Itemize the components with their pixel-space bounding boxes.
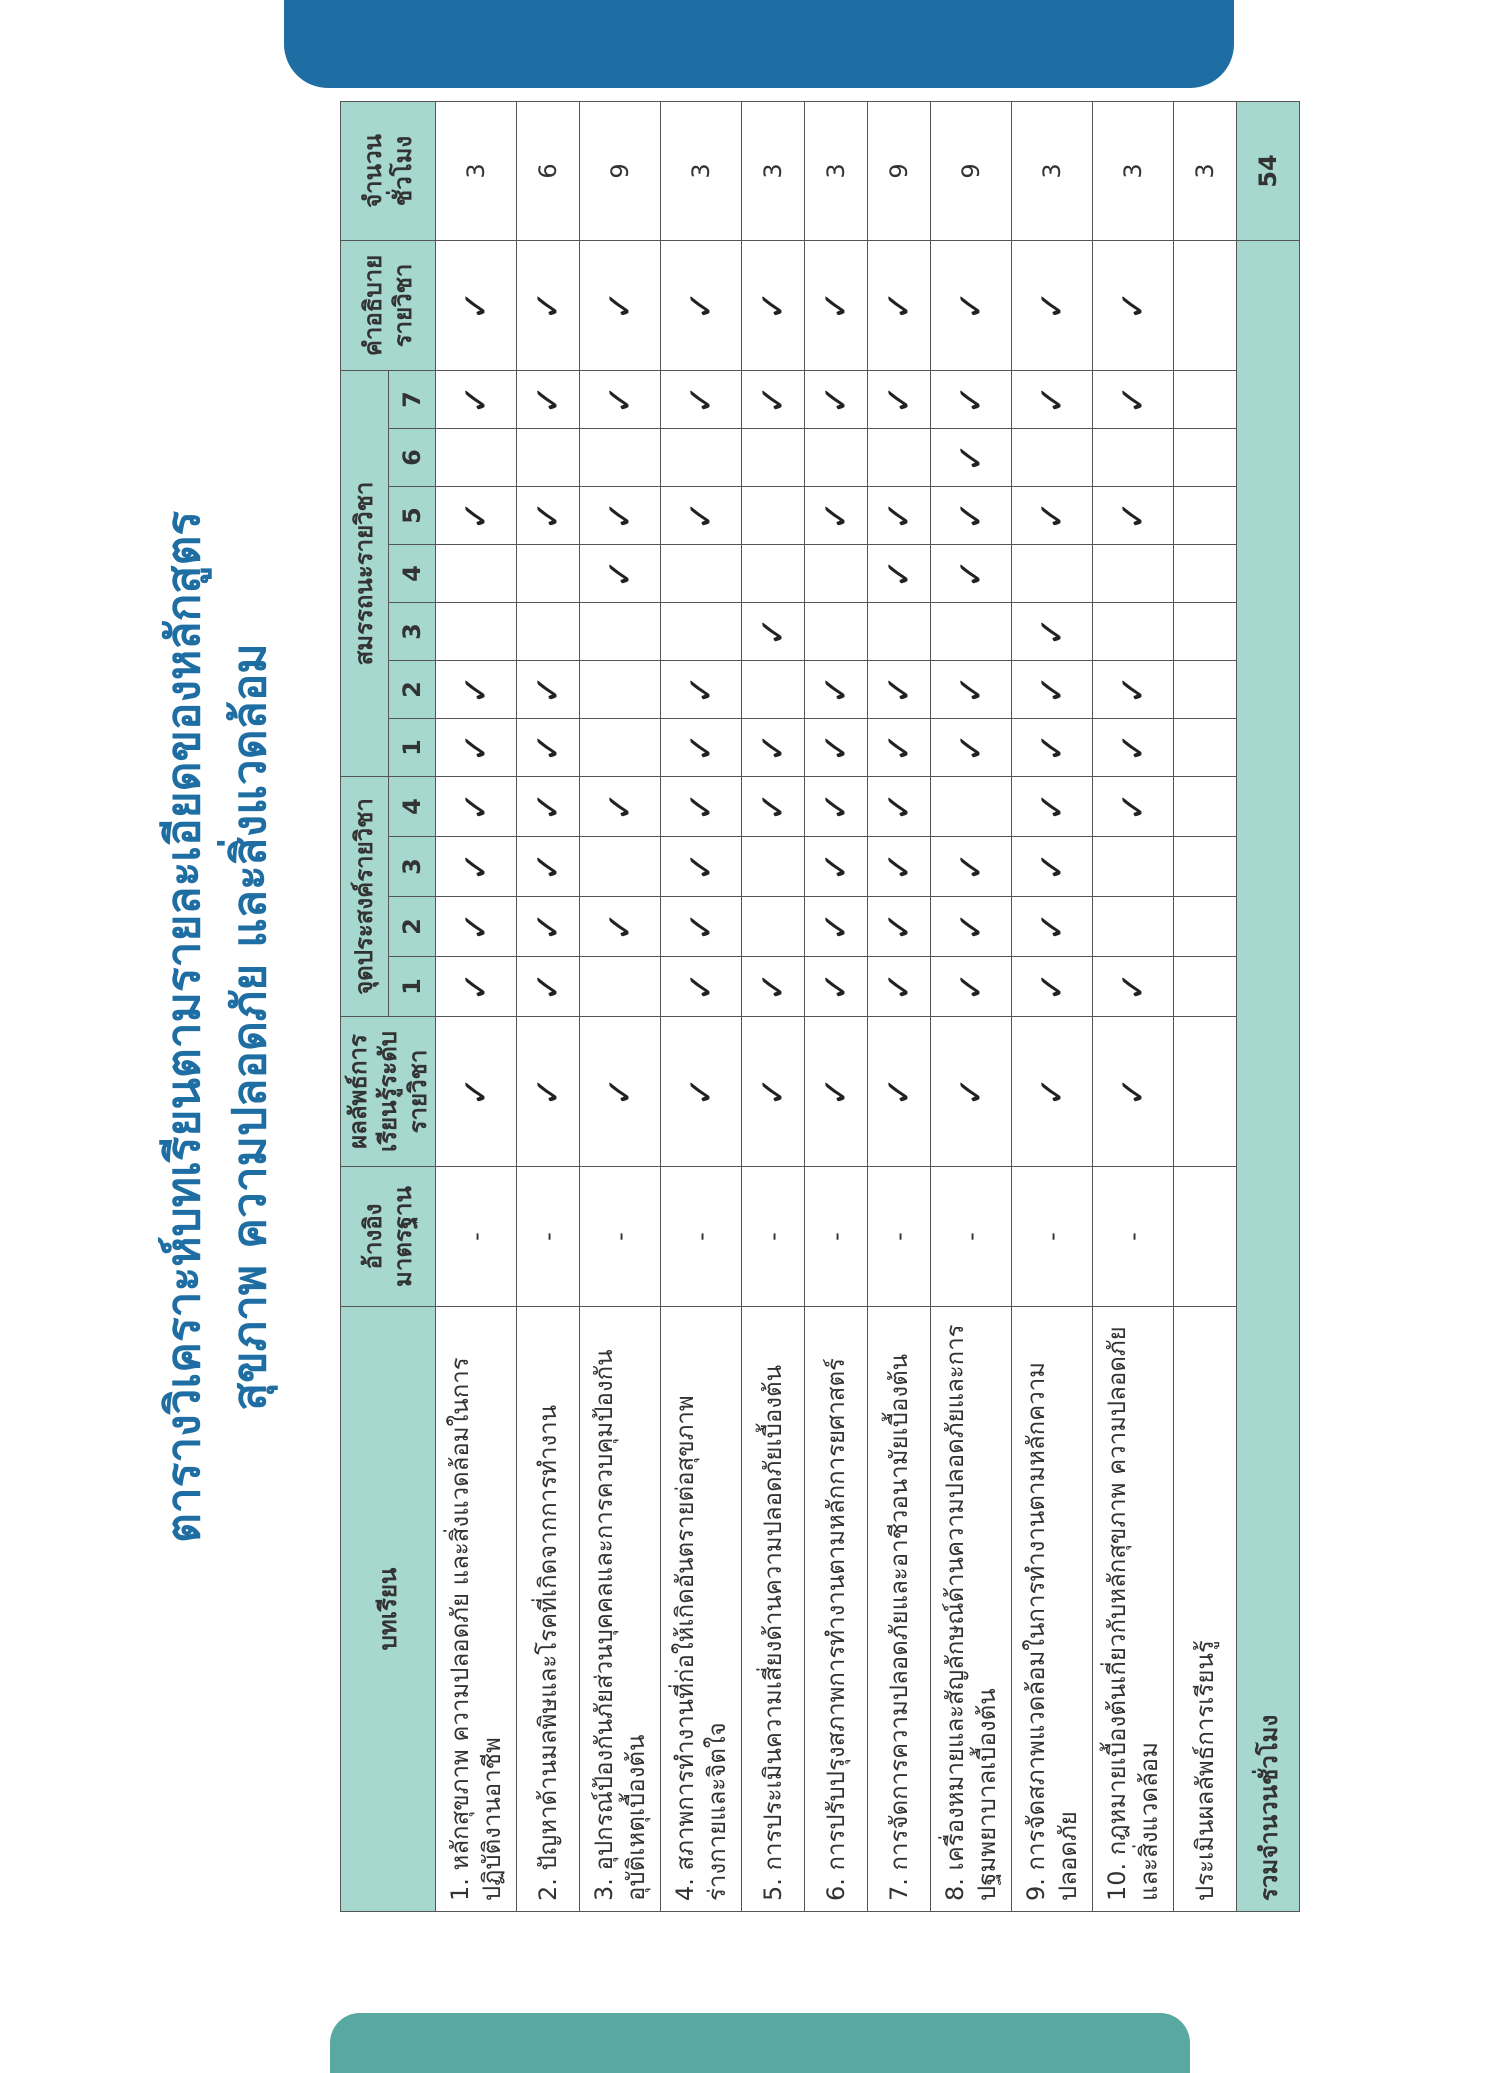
lesson-cell: 9. การจัดสภาพแวดล้อมในการทำงานตามหลักความปลอดภัย [1012,1307,1093,1912]
competency-cell: ✓ [1012,602,1093,660]
lesson-cell: 7. การจัดการความปลอดภัยและอาชีวอนามัยเบื้องต้น [868,1307,931,1912]
competency-cell [1174,370,1237,428]
hours-cell: 9 [931,101,1012,240]
objective-cell: ✓ [661,897,742,957]
standard-cell: - [580,1167,661,1307]
lesson-cell: 5. การประเมินความเสี่ยงด้านความปลอดภัยเบื้องต้น [742,1307,805,1912]
objective-cell: ✓ [1012,957,1093,1017]
description-cell: ✓ [742,240,805,370]
objective-cell [1174,837,1237,897]
competency-cell: ✓ [931,660,1012,718]
objective-cell: ✓ [436,897,517,957]
title-line-1: ตารางวิเคราะห์บทเรียนตามรายละเอียดของหลักสูตร [156,510,210,1544]
competency-cell [868,428,931,486]
description-cell: ✓ [1012,240,1093,370]
competency-cell [661,544,742,602]
header-competency-num: 1 [388,718,436,776]
objective-cell: ✓ [661,837,742,897]
hours-cell: 3 [1174,101,1237,240]
page-title [150,142,282,1912]
lesson-cell: 3. อุปกรณ์ป้องกันภัยส่วนบุคคลและการควบคุมป้องกันอุบัติเหตุเบื้องต้น [580,1307,661,1912]
outcome-cell: ✓ [931,1017,1012,1167]
competency-cell [1174,428,1237,486]
table-row [1093,101,1174,1911]
total-label: รวมจำนวนชั่วโมง [1237,240,1300,1911]
competency-cell: ✓ [661,660,742,718]
competency-cell [517,544,580,602]
standard-cell: - [931,1167,1012,1307]
objective-cell [742,897,805,957]
objective-cell: ✓ [436,957,517,1017]
table-row [517,101,580,1911]
description-cell: ✓ [436,240,517,370]
competency-cell: ✓ [868,544,931,602]
objective-cell: ✓ [436,837,517,897]
competency-cell [436,544,517,602]
outcome-cell: ✓ [517,1017,580,1167]
objective-cell: ✓ [517,837,580,897]
objective-cell: ✓ [868,837,931,897]
objective-cell [580,957,661,1017]
header-objective: จุดประสงค์รายวิชา [341,776,389,1016]
competency-cell [742,660,805,718]
competency-cell [436,602,517,660]
objective-cell [580,837,661,897]
competency-cell: ✓ [436,718,517,776]
competency-cell [1093,544,1174,602]
competency-cell: ✓ [868,486,931,544]
standard-cell: - [517,1167,580,1307]
competency-cell: ✓ [517,486,580,544]
competency-cell [742,486,805,544]
description-cell: ✓ [517,240,580,370]
header-competency: สมรรถนะรายวิชา [341,370,389,776]
outcome-cell: ✓ [1093,1017,1174,1167]
hours-cell: 6 [517,101,580,240]
competency-cell [1093,428,1174,486]
objective-cell: ✓ [580,897,661,957]
competency-cell [1174,486,1237,544]
competency-cell [1174,718,1237,776]
standard-cell: - [1012,1167,1093,1307]
outcome-cell [1174,1017,1237,1167]
competency-cell: ✓ [805,486,868,544]
competency-cell: ✓ [517,370,580,428]
competency-cell [805,602,868,660]
objective-cell: ✓ [517,897,580,957]
objective-cell: ✓ [742,957,805,1017]
description-cell: ✓ [931,240,1012,370]
competency-cell [742,544,805,602]
header-competency-num: 2 [388,660,436,718]
competency-cell [661,428,742,486]
standard-cell: - [436,1167,517,1307]
objective-cell [1174,897,1237,957]
competency-cell: ✓ [868,660,931,718]
competency-cell: ✓ [1012,660,1093,718]
competency-cell: ✓ [436,660,517,718]
outcome-cell: ✓ [805,1017,868,1167]
outcome-cell: ✓ [580,1017,661,1167]
competency-cell [517,602,580,660]
objective-cell [931,776,1012,836]
hours-cell: 3 [805,101,868,240]
competency-cell [436,428,517,486]
top-decor-bar [284,0,1234,88]
description-cell: ✓ [661,240,742,370]
competency-cell [742,428,805,486]
standard-cell [1174,1167,1237,1307]
competency-cell: ✓ [931,718,1012,776]
competency-cell: ✓ [580,486,661,544]
competency-cell [580,660,661,718]
total-row [1237,101,1300,1911]
header-hours: จำนวนชั่วโมง [341,101,436,240]
competency-cell [931,602,1012,660]
header-objective-num: 1 [388,957,436,1017]
objective-cell: ✓ [1012,897,1093,957]
competency-cell [580,602,661,660]
competency-cell [868,602,931,660]
outcome-cell: ✓ [868,1017,931,1167]
competency-cell [517,428,580,486]
competency-cell: ✓ [517,718,580,776]
table-header [341,101,436,1911]
competency-cell [661,602,742,660]
competency-cell: ✓ [805,370,868,428]
table-row [661,101,742,1911]
lesson-cell: 10. กฎหมายเบื้องต้นเกี่ยวกับหลักสุขภาพ ความปลอดภัย และสิ่งแวดล้อม [1093,1307,1174,1912]
competency-cell: ✓ [742,602,805,660]
competency-cell: ✓ [1093,660,1174,718]
hours-cell: 9 [580,101,661,240]
objective-cell: ✓ [805,957,868,1017]
rotated-page [150,134,1470,1912]
header-row [341,101,389,1911]
hours-cell: 3 [1093,101,1174,240]
competency-cell [580,718,661,776]
lesson-cell: 6. การปรับปรุงสภาพการทำงานตามหลักการยศาสตร์ [805,1307,868,1912]
objective-cell: ✓ [1093,957,1174,1017]
header-lesson: บทเรียน [341,1307,436,1912]
objective-cell: ✓ [805,897,868,957]
table-row [805,101,868,1911]
header-competency-num: 3 [388,602,436,660]
competency-cell [1012,428,1093,486]
competency-cell: ✓ [931,370,1012,428]
competency-cell: ✓ [742,718,805,776]
objective-cell: ✓ [931,897,1012,957]
objective-cell: ✓ [1012,837,1093,897]
lesson-cell: ประเมินผลลัพธ์การเรียนรู้ [1174,1307,1237,1912]
competency-cell [580,428,661,486]
header-competency-num: 6 [388,428,436,486]
objective-cell: ✓ [1012,776,1093,836]
header-objective-num: 3 [388,837,436,897]
competency-cell: ✓ [868,718,931,776]
competency-cell: ✓ [1093,486,1174,544]
standard-cell: - [805,1167,868,1307]
description-cell: ✓ [868,240,931,370]
outcome-cell: ✓ [436,1017,517,1167]
objective-cell [1174,957,1237,1017]
competency-cell: ✓ [580,370,661,428]
objective-cell: ✓ [868,776,931,836]
competency-cell: ✓ [1093,370,1174,428]
competency-cell [1174,544,1237,602]
objective-cell: ✓ [517,776,580,836]
competency-cell: ✓ [931,428,1012,486]
analysis-table [340,101,1300,1912]
competency-cell: ✓ [805,718,868,776]
description-cell [1174,240,1237,370]
header-competency-num: 7 [388,370,436,428]
competency-cell: ✓ [742,370,805,428]
outcome-cell: ✓ [1012,1017,1093,1167]
header-objective-num: 2 [388,897,436,957]
lesson-cell: 1. หลักสุขภาพ ความปลอดภัย และสิ่งแวดล้อมในการปฏิบัติงานอาชีพ [436,1307,517,1912]
objective-cell: ✓ [580,776,661,836]
table-row [1012,101,1093,1911]
objective-cell: ✓ [805,837,868,897]
objective-cell: ✓ [661,776,742,836]
objective-cell [742,837,805,897]
table-row [580,101,661,1911]
description-cell: ✓ [580,240,661,370]
competency-cell: ✓ [661,718,742,776]
table-row [931,101,1012,1911]
competency-cell: ✓ [436,486,517,544]
standard-cell: - [1093,1167,1174,1307]
table-body [436,101,1300,1911]
competency-cell [1174,660,1237,718]
objective-cell: ✓ [517,957,580,1017]
header-description: คำอธิบายรายวิชา [341,240,436,370]
competency-cell: ✓ [1093,718,1174,776]
objective-cell: ✓ [931,837,1012,897]
total-hours: 54 [1237,101,1300,240]
header-competency-num: 5 [388,486,436,544]
objective-cell: ✓ [1093,776,1174,836]
hours-cell: 3 [661,101,742,240]
hours-cell: 3 [436,101,517,240]
objective-cell: ✓ [436,776,517,836]
competency-cell: ✓ [517,660,580,718]
bottom-decor-bar [330,2013,1190,2073]
objective-cell: ✓ [868,897,931,957]
competency-cell: ✓ [436,370,517,428]
table-row [1174,101,1237,1911]
competency-cell [1012,544,1093,602]
competency-cell: ✓ [580,544,661,602]
competency-cell: ✓ [1012,370,1093,428]
objective-cell: ✓ [742,776,805,836]
competency-cell: ✓ [868,370,931,428]
lesson-cell: 4. สภาพการทำงานที่ก่อให้เกิดอันตรายต่อสุขภาพร่างกายและจิตใจ [661,1307,742,1912]
objective-cell [1093,837,1174,897]
table-row [868,101,931,1911]
description-cell: ✓ [805,240,868,370]
header-standard: อ้างอิงมาตรฐาน [341,1167,436,1307]
table-row [436,101,517,1911]
objective-cell [1093,897,1174,957]
competency-cell: ✓ [931,544,1012,602]
description-cell: ✓ [1093,240,1174,370]
header-competency-num: 4 [388,544,436,602]
lesson-cell: 8. เครื่องหมายและสัญลักษณ์ด้านความปลอดภัยและการปฐมพยาบาลเบื้องต้น [931,1307,1012,1912]
objective-cell: ✓ [868,957,931,1017]
competency-cell [805,428,868,486]
competency-cell: ✓ [931,486,1012,544]
competency-cell: ✓ [805,660,868,718]
objective-cell: ✓ [931,957,1012,1017]
competency-cell [1174,602,1237,660]
standard-cell: - [868,1167,931,1307]
outcome-cell: ✓ [661,1017,742,1167]
lesson-cell: 2. ปัญหาด้านมลพิษและโรคที่เกิดจากการทำงาน [517,1307,580,1912]
objective-cell: ✓ [805,776,868,836]
table-row [742,101,805,1911]
outcome-cell: ✓ [742,1017,805,1167]
objective-cell: ✓ [661,957,742,1017]
objective-cell [1174,776,1237,836]
title-line-2: สุขภาพ ความปลอดภัย และสิ่งแวดล้อม [222,643,276,1411]
competency-cell: ✓ [661,370,742,428]
competency-cell [1093,602,1174,660]
hours-cell: 3 [1012,101,1093,240]
standard-cell: - [661,1167,742,1307]
header-outcome: ผลลัพธ์การเรียนรู้ระดับรายวิชา [341,1017,436,1167]
header-objective-num: 4 [388,776,436,836]
competency-cell [805,544,868,602]
competency-cell: ✓ [1012,486,1093,544]
standard-cell: - [742,1167,805,1307]
hours-cell: 3 [742,101,805,240]
competency-cell: ✓ [661,486,742,544]
hours-cell: 9 [868,101,931,240]
competency-cell: ✓ [1012,718,1093,776]
